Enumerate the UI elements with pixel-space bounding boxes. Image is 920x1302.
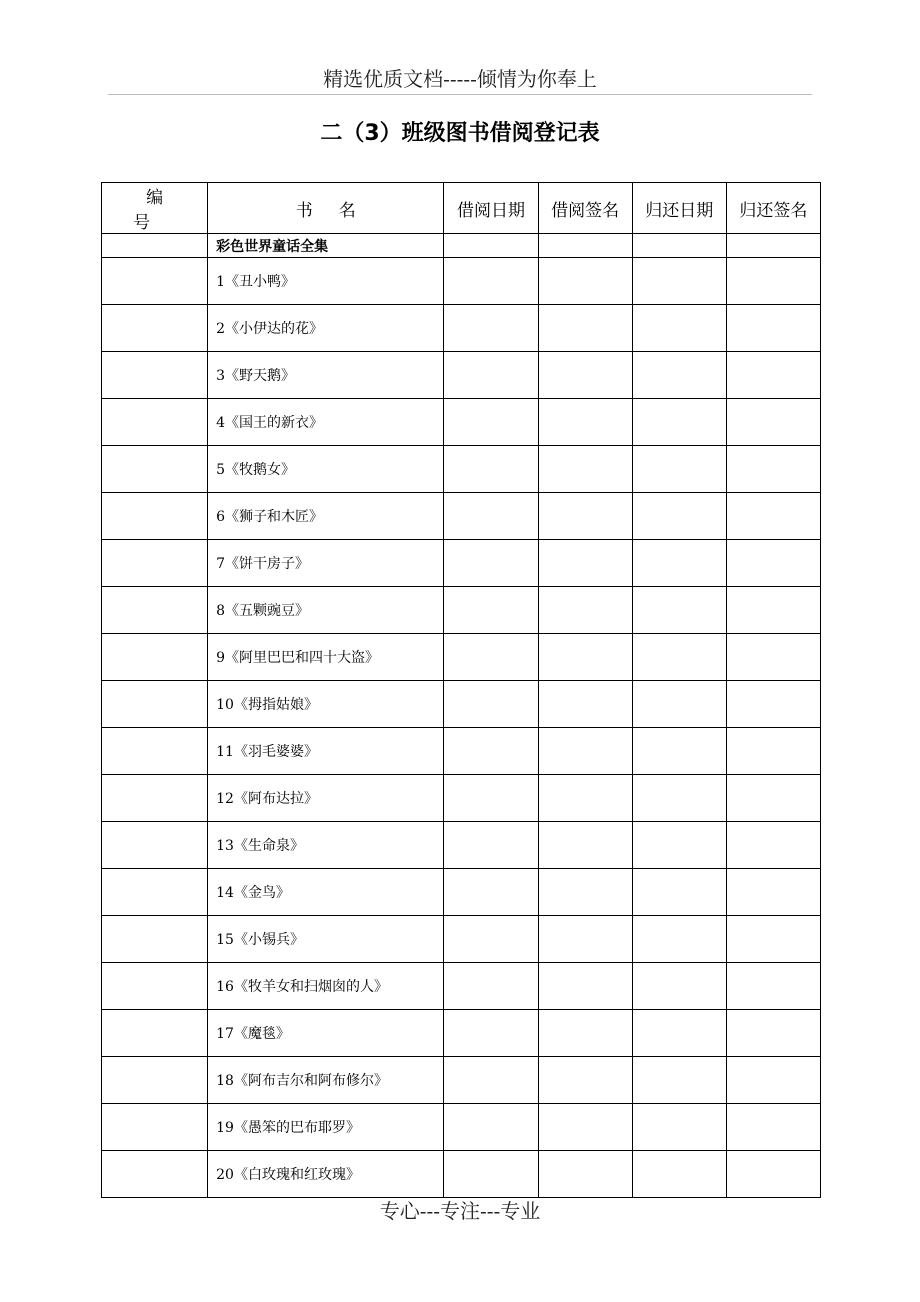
return-date-cell[interactable] bbox=[632, 1057, 726, 1104]
return-signature-cell[interactable] bbox=[726, 399, 820, 446]
borrow-date-cell[interactable] bbox=[444, 493, 538, 540]
book-title: 13《生命泉》 bbox=[208, 822, 444, 869]
table-row bbox=[102, 728, 821, 775]
number-cell[interactable] bbox=[102, 446, 208, 493]
borrow-signature-cell[interactable] bbox=[538, 869, 632, 916]
collection-name: 彩色世界童话全集 bbox=[208, 234, 444, 258]
return-date-cell[interactable] bbox=[632, 587, 726, 634]
number-cell[interactable] bbox=[102, 352, 208, 399]
number-cell[interactable] bbox=[102, 963, 208, 1010]
book-title: 11《羽毛婆婆》 bbox=[208, 728, 444, 775]
page-header: 精选优质文档-----倾情为你奉上 bbox=[323, 67, 597, 91]
borrow-signature-cell[interactable] bbox=[538, 916, 632, 963]
book-title: 10《拇指姑娘》 bbox=[208, 681, 444, 728]
return-signature-cell[interactable] bbox=[726, 775, 820, 822]
return-date-cell[interactable] bbox=[632, 540, 726, 587]
table-row bbox=[102, 916, 821, 963]
number-cell[interactable] bbox=[102, 1104, 208, 1151]
borrow-date-cell[interactable] bbox=[444, 305, 538, 352]
borrow-signature-cell[interactable] bbox=[538, 634, 632, 681]
table-row bbox=[102, 634, 821, 681]
borrow-signature-cell[interactable] bbox=[538, 258, 632, 305]
return-date-cell[interactable] bbox=[632, 1104, 726, 1151]
number-cell[interactable] bbox=[102, 634, 208, 681]
return-signature-cell[interactable] bbox=[726, 587, 820, 634]
book-title: 20《白玫瑰和红玫瑰》 bbox=[208, 1151, 444, 1198]
book-title: 3《野天鹅》 bbox=[208, 352, 444, 399]
number-cell[interactable] bbox=[102, 681, 208, 728]
number-cell[interactable] bbox=[102, 1010, 208, 1057]
borrow-date-cell[interactable] bbox=[444, 869, 538, 916]
book-title: 2《小伊达的花》 bbox=[208, 305, 444, 352]
borrow-date-cell[interactable] bbox=[444, 258, 538, 305]
return-signature-cell[interactable] bbox=[726, 681, 820, 728]
borrow-signature-cell[interactable] bbox=[538, 540, 632, 587]
number-cell[interactable] bbox=[102, 775, 208, 822]
return-date-cell[interactable] bbox=[632, 352, 726, 399]
return-signature-cell[interactable] bbox=[726, 634, 820, 681]
return-signature-cell[interactable] bbox=[726, 1057, 820, 1104]
number-cell[interactable] bbox=[102, 1151, 208, 1198]
borrow-signature-cell[interactable] bbox=[538, 446, 632, 493]
borrow-signature-cell[interactable] bbox=[538, 728, 632, 775]
table-row bbox=[102, 822, 821, 869]
table-row bbox=[102, 493, 821, 540]
table-row bbox=[102, 352, 821, 399]
number-cell[interactable] bbox=[102, 916, 208, 963]
return-date-cell[interactable] bbox=[632, 775, 726, 822]
borrow-date-cell[interactable] bbox=[444, 399, 538, 446]
number-cell[interactable] bbox=[102, 1057, 208, 1104]
number-cell[interactable] bbox=[102, 869, 208, 916]
return-date-cell[interactable] bbox=[632, 916, 726, 963]
collection-row bbox=[102, 234, 821, 258]
return-signature-cell[interactable] bbox=[726, 916, 820, 963]
borrow-date-cell[interactable] bbox=[444, 634, 538, 681]
number-cell[interactable] bbox=[102, 258, 208, 305]
header-borrow-signature: 借阅签名 bbox=[538, 183, 632, 234]
borrow-date-cell[interactable] bbox=[444, 681, 538, 728]
number-cell[interactable] bbox=[102, 234, 208, 258]
return-date-cell[interactable] bbox=[632, 728, 726, 775]
borrow-signature-cell[interactable] bbox=[538, 681, 632, 728]
return-date-cell[interactable] bbox=[632, 963, 726, 1010]
return-date-cell[interactable] bbox=[632, 399, 726, 446]
book-title: 6《狮子和木匠》 bbox=[208, 493, 444, 540]
borrow-date-cell[interactable] bbox=[444, 822, 538, 869]
borrow-signature-cell[interactable] bbox=[538, 1057, 632, 1104]
book-title: 1《丑小鸭》 bbox=[208, 258, 444, 305]
book-title: 17《魔毯》 bbox=[208, 1010, 444, 1057]
borrow-signature-cell[interactable] bbox=[538, 352, 632, 399]
borrow-signature-cell[interactable] bbox=[538, 493, 632, 540]
borrow-date-cell[interactable] bbox=[444, 352, 538, 399]
borrow-date-cell[interactable] bbox=[444, 728, 538, 775]
borrow-signature-cell[interactable] bbox=[538, 1151, 632, 1198]
table-row bbox=[102, 258, 821, 305]
borrow-signature-cell[interactable] bbox=[538, 234, 632, 258]
table-row bbox=[102, 1010, 821, 1057]
borrow-date-cell[interactable] bbox=[444, 540, 538, 587]
borrow-signature-cell[interactable] bbox=[538, 305, 632, 352]
return-date-cell[interactable] bbox=[632, 258, 726, 305]
book-title: 12《阿布达拉》 bbox=[208, 775, 444, 822]
book-title: 5《牧鹅女》 bbox=[208, 446, 444, 493]
return-date-cell[interactable] bbox=[632, 634, 726, 681]
return-signature-cell[interactable] bbox=[726, 728, 820, 775]
header-return-date: 归还日期 bbox=[632, 183, 726, 234]
table-row bbox=[102, 399, 821, 446]
borrow-signature-cell[interactable] bbox=[538, 1010, 632, 1057]
number-cell[interactable] bbox=[102, 493, 208, 540]
table-row bbox=[102, 1151, 821, 1198]
borrow-date-cell[interactable] bbox=[444, 1151, 538, 1198]
header-number: 编号 bbox=[102, 183, 208, 234]
return-signature-cell[interactable] bbox=[726, 540, 820, 587]
return-date-cell[interactable] bbox=[632, 869, 726, 916]
return-signature-cell[interactable] bbox=[726, 1151, 820, 1198]
table-row bbox=[102, 1104, 821, 1151]
book-title: 19《愚笨的巴布耶罗》 bbox=[208, 1104, 444, 1151]
return-signature-cell[interactable] bbox=[726, 822, 820, 869]
book-title: 14《金鸟》 bbox=[208, 869, 444, 916]
table-row bbox=[102, 540, 821, 587]
return-date-cell[interactable] bbox=[632, 681, 726, 728]
number-cell[interactable] bbox=[102, 305, 208, 352]
table-row bbox=[102, 446, 821, 493]
return-date-cell[interactable] bbox=[632, 305, 726, 352]
book-title: 16《牧羊女和扫烟囱的人》 bbox=[208, 963, 444, 1010]
borrow-date-cell[interactable] bbox=[444, 1057, 538, 1104]
borrow-date-cell[interactable] bbox=[444, 916, 538, 963]
borrow-date-cell[interactable] bbox=[444, 1010, 538, 1057]
table-row bbox=[102, 869, 821, 916]
table-header-row bbox=[102, 183, 821, 234]
book-title: 9《阿里巴巴和四十大盗》 bbox=[208, 634, 444, 681]
table-row bbox=[102, 681, 821, 728]
borrow-signature-cell[interactable] bbox=[538, 399, 632, 446]
header-return-signature: 归还签名 bbox=[726, 183, 820, 234]
borrow-date-cell[interactable] bbox=[444, 775, 538, 822]
book-title: 7《饼干房子》 bbox=[208, 540, 444, 587]
header-book-title: 书名 bbox=[208, 183, 444, 234]
return-date-cell[interactable] bbox=[632, 1010, 726, 1057]
return-signature-cell[interactable] bbox=[726, 1010, 820, 1057]
return-signature-cell[interactable] bbox=[726, 446, 820, 493]
header-divider bbox=[108, 94, 812, 95]
borrow-signature-cell[interactable] bbox=[538, 963, 632, 1010]
return-signature-cell[interactable] bbox=[726, 352, 820, 399]
document-title: 二（3）班级图书借阅登记表 bbox=[320, 121, 600, 146]
book-title: 18《阿布吉尔和阿布修尔》 bbox=[208, 1057, 444, 1104]
return-signature-cell[interactable] bbox=[726, 493, 820, 540]
borrow-date-cell[interactable] bbox=[444, 234, 538, 258]
table-row bbox=[102, 775, 821, 822]
table-row bbox=[102, 963, 821, 1010]
borrow-date-cell[interactable] bbox=[444, 587, 538, 634]
table-row bbox=[102, 305, 821, 352]
borrow-signature-cell[interactable] bbox=[538, 822, 632, 869]
borrow-date-cell[interactable] bbox=[444, 963, 538, 1010]
header-borrow-date: 借阅日期 bbox=[444, 183, 538, 234]
return-date-cell[interactable] bbox=[632, 1151, 726, 1198]
number-cell[interactable] bbox=[102, 540, 208, 587]
borrow-signature-cell[interactable] bbox=[538, 775, 632, 822]
table-row bbox=[102, 1057, 821, 1104]
borrowing-register-table bbox=[101, 182, 821, 1198]
number-cell[interactable] bbox=[102, 822, 208, 869]
borrow-signature-cell[interactable] bbox=[538, 587, 632, 634]
return-date-cell[interactable] bbox=[632, 234, 726, 258]
number-cell[interactable] bbox=[102, 728, 208, 775]
number-cell[interactable] bbox=[102, 587, 208, 634]
book-title: 15《小锡兵》 bbox=[208, 916, 444, 963]
return-signature-cell[interactable] bbox=[726, 1104, 820, 1151]
number-cell[interactable] bbox=[102, 399, 208, 446]
return-date-cell[interactable] bbox=[632, 493, 726, 540]
return-date-cell[interactable] bbox=[632, 822, 726, 869]
return-signature-cell[interactable] bbox=[726, 234, 820, 258]
borrow-date-cell[interactable] bbox=[444, 446, 538, 493]
table-row bbox=[102, 587, 821, 634]
return-signature-cell[interactable] bbox=[726, 305, 820, 352]
borrow-signature-cell[interactable] bbox=[538, 1104, 632, 1151]
page-footer: 专心---专注---专业 bbox=[379, 1199, 541, 1223]
borrow-date-cell[interactable] bbox=[444, 1104, 538, 1151]
book-title: 8《五颗豌豆》 bbox=[208, 587, 444, 634]
return-signature-cell[interactable] bbox=[726, 258, 820, 305]
return-signature-cell[interactable] bbox=[726, 963, 820, 1010]
book-title: 4《国王的新衣》 bbox=[208, 399, 444, 446]
return-date-cell[interactable] bbox=[632, 446, 726, 493]
return-signature-cell[interactable] bbox=[726, 869, 820, 916]
